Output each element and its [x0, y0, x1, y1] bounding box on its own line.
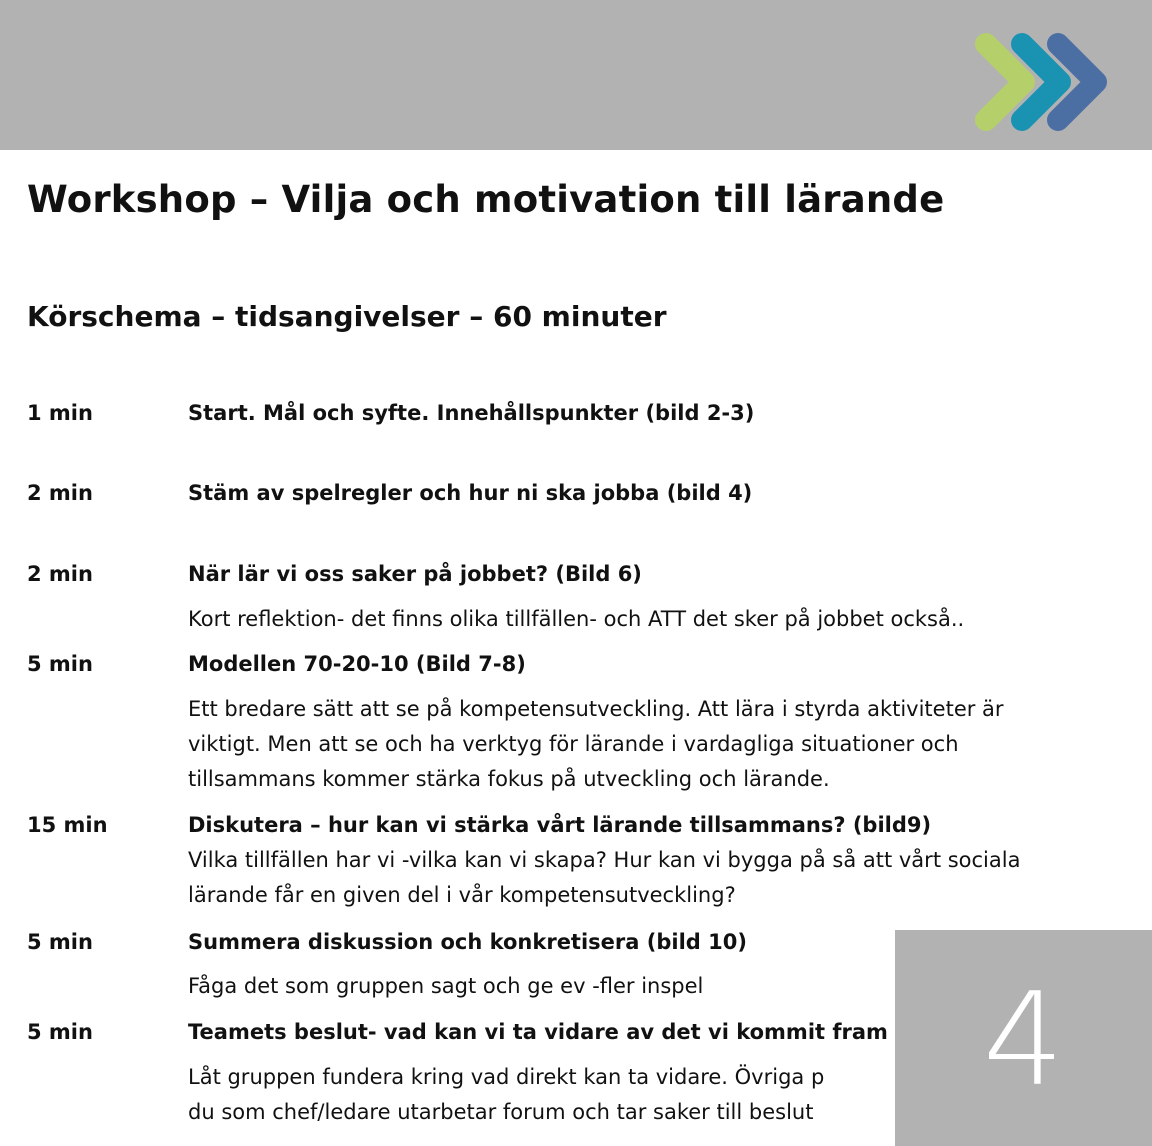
header-band — [0, 0, 1152, 150]
page-subtitle: Körschema – tidsangivelser – 60 minuter — [27, 300, 667, 333]
schedule-description: Kort reflektion- det finns olika tillfällen- och ATT det sker på jobbet också.. — [188, 607, 965, 631]
schedule-time: 2 min — [27, 562, 93, 586]
schedule-heading: Teamets beslut- vad kan vi ta vidare av det vi kommit fram — [188, 1020, 888, 1044]
page-number: 4 — [982, 966, 1065, 1115]
schedule-heading: Diskutera – hur kan vi stärka vårt lärande tillsammans? (bild9) — [188, 813, 932, 837]
triple-chevron-logo-icon — [972, 30, 1112, 134]
schedule-time: 5 min — [27, 1020, 93, 1044]
schedule-heading: Modellen 70-20-10 (Bild 7-8) — [188, 652, 526, 676]
schedule-heading: Start. Mål och syfte. Innehållspunkter (bild 2-3) — [188, 401, 755, 425]
schedule-time: 2 min — [27, 481, 93, 505]
page-title: Workshop – Vilja och motivation till lärande — [27, 178, 945, 221]
schedule-heading: Summera diskussion och konkretisera (bild 10) — [188, 930, 747, 954]
schedule-description: Vilka tillfällen har vi -vilka kan vi skapa? Hur kan vi bygga på så att vårt sociala lärande får en given del i vår kompetensutveckling? — [188, 848, 1021, 907]
page-number-box — [895, 930, 1152, 1146]
schedule-description: Låt gruppen fundera kring vad direkt kan ta vidare. Övriga p du som chef/ledare utarbetar forum och tar saker till beslut — [188, 1065, 825, 1124]
schedule-heading: Stäm av spelregler och hur ni ska jobba (bild 4) — [188, 481, 753, 505]
schedule-time: 1 min — [27, 401, 93, 425]
schedule-heading: När lär vi oss saker på jobbet? (Bild 6) — [188, 562, 642, 586]
schedule-time: 5 min — [27, 652, 93, 676]
schedule-description: Fåga det som gruppen sagt och ge ev -fler inspel — [188, 974, 704, 998]
schedule-time: 5 min — [27, 930, 93, 954]
schedule-time: 15 min — [27, 813, 108, 837]
schedule-description: Ett bredare sätt att se på kompetensutveckling. Att lära i styrda aktiviteter är viktigt. Men att se och ha verktyg för lärande i vardagliga situationer och tillsammans kommer stärka fokus på utveckling och lärande. — [188, 697, 1004, 791]
